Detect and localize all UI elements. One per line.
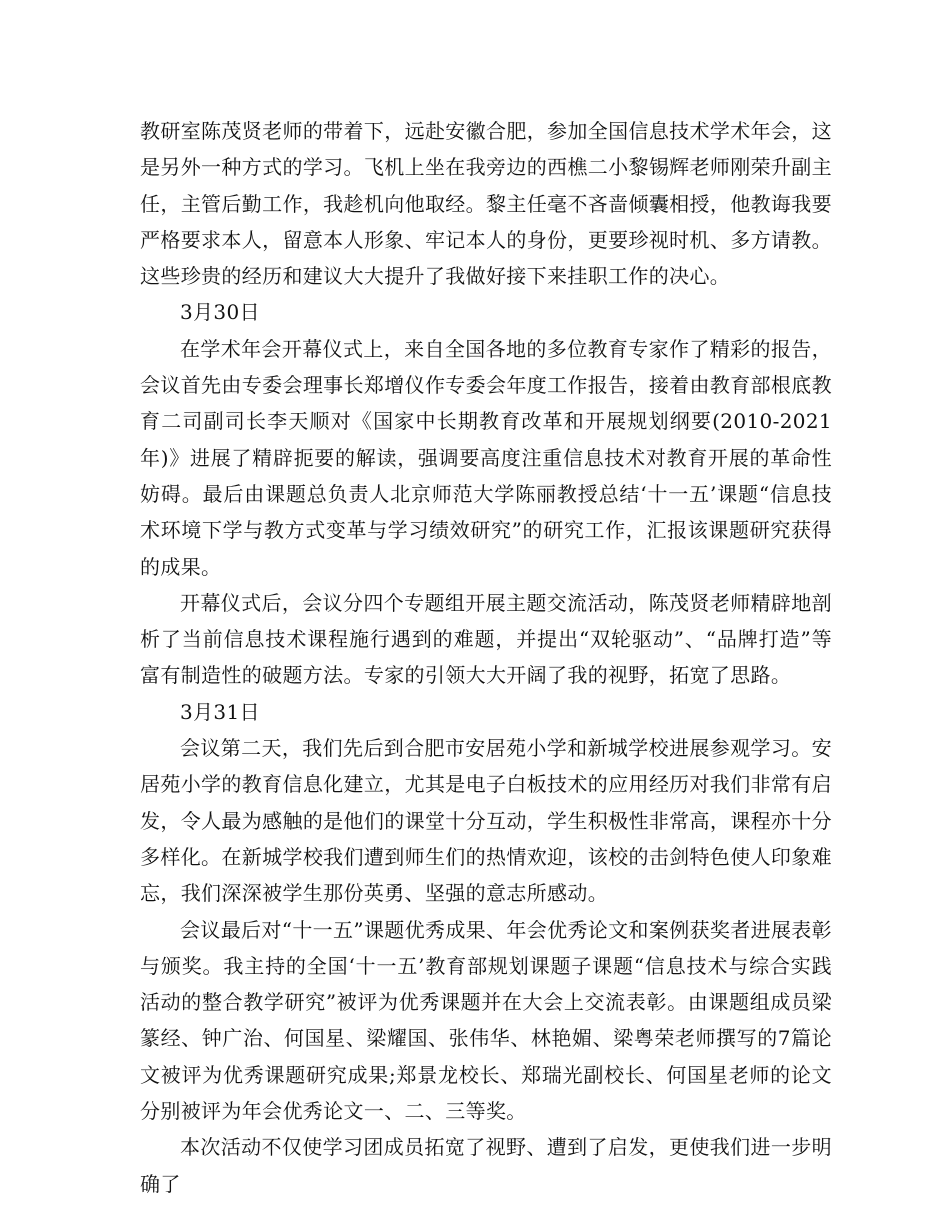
paragraph-conclusion-start: 本次活动不仅使学习团成员拓宽了视野、遭到了启发，更使我们进一步明确了 <box>140 1135 832 1196</box>
paragraph-intro-continued: 教研室陈茂贤老师的带着下，远赴安徽合肥，参加全国信息技术学术年会，这是另外一种方式的学习。飞机上坐在我旁边的西樵二小黎锡辉老师刚荣升副主任，主管后勤工作，我趁机向他取经。黎主任毫不吝啬倾囊相授，他教诲我要严格要求本人，留意本人形象、牢记本人的身份，更要珍视时机、多方请教。这些珍贵的经历和建议大大提升了我做好接下来挂职工作的决心。 <box>140 119 832 289</box>
date-heading-march-30: 3月30日 <box>180 300 260 325</box>
paragraph-opening-ceremony: 在学术年会开幕仪式上，来自全国各地的多位教育专家作了精彩的报告，会议首先由专委会理事长郑增仪作专委会年度工作报告，接着由教育部根底教育二司副司长李天顺对《国家中长期教育改革和开展规划纲要(2010-2021年)》进展了精辟扼要的解读，强调要高度注重信息技术对教育开展的革命性妨碍。最后由课题总负责人北京师范大学陈丽教授总结‘十一五’课题“信息技术环境下学与教方式变革与学习绩效研究”的研究工作，汇报该课题研究获得的成果。 <box>140 336 832 579</box>
date-heading-march-31: 3月31日 <box>180 699 260 724</box>
paragraph-school-visits: 会议第二天，我们先后到合肥市安居苑小学和新城学校进展参观学习。安居苑小学的教育信息化建立，尤其是电子白板技术的应用经历对我们非常有启发，令人最为感触的是他们的课堂十分互动，学生积极性非常高，课程亦十分多样化。在新城学校我们遭到师生们的热情欢迎，该校的击剑特色使人印象难忘，我们深深被学生那份英勇、坚强的意志所感动。 <box>140 736 832 906</box>
paragraph-awards: 会议最后对“十一五”课题优秀成果、年会优秀论文和案例获奖者进展表彰与颁奖。我主持的全国‘十一五’教育部规划课题子课题“信息技术与综合实践活动的整合教学研究”被评为优秀课题并在大会上交流表彰。由课题组成员梁篆经、钟广治、何国星、梁耀国、张伟华、林艳媚、梁粤荣老师撰写的7篇论文被评为优秀课题研究成果;郑景龙校长、郑瑞光副校长、何国星老师的论文分别被评为年会优秀论文一、二、三等奖。 <box>140 917 832 1124</box>
document-body <box>140 113 832 1202</box>
paragraph-topic-groups: 开幕仪式后，会议分四个专题组开展主题交流活动，陈茂贤老师精辟地剖析了当前信息技术课程施行遇到的难题，并提出“双轮驱动”、“品牌打造”等富有制造性的破题方法。专家的引领大大开阔了我的视野，拓宽了思路。 <box>140 590 832 688</box>
